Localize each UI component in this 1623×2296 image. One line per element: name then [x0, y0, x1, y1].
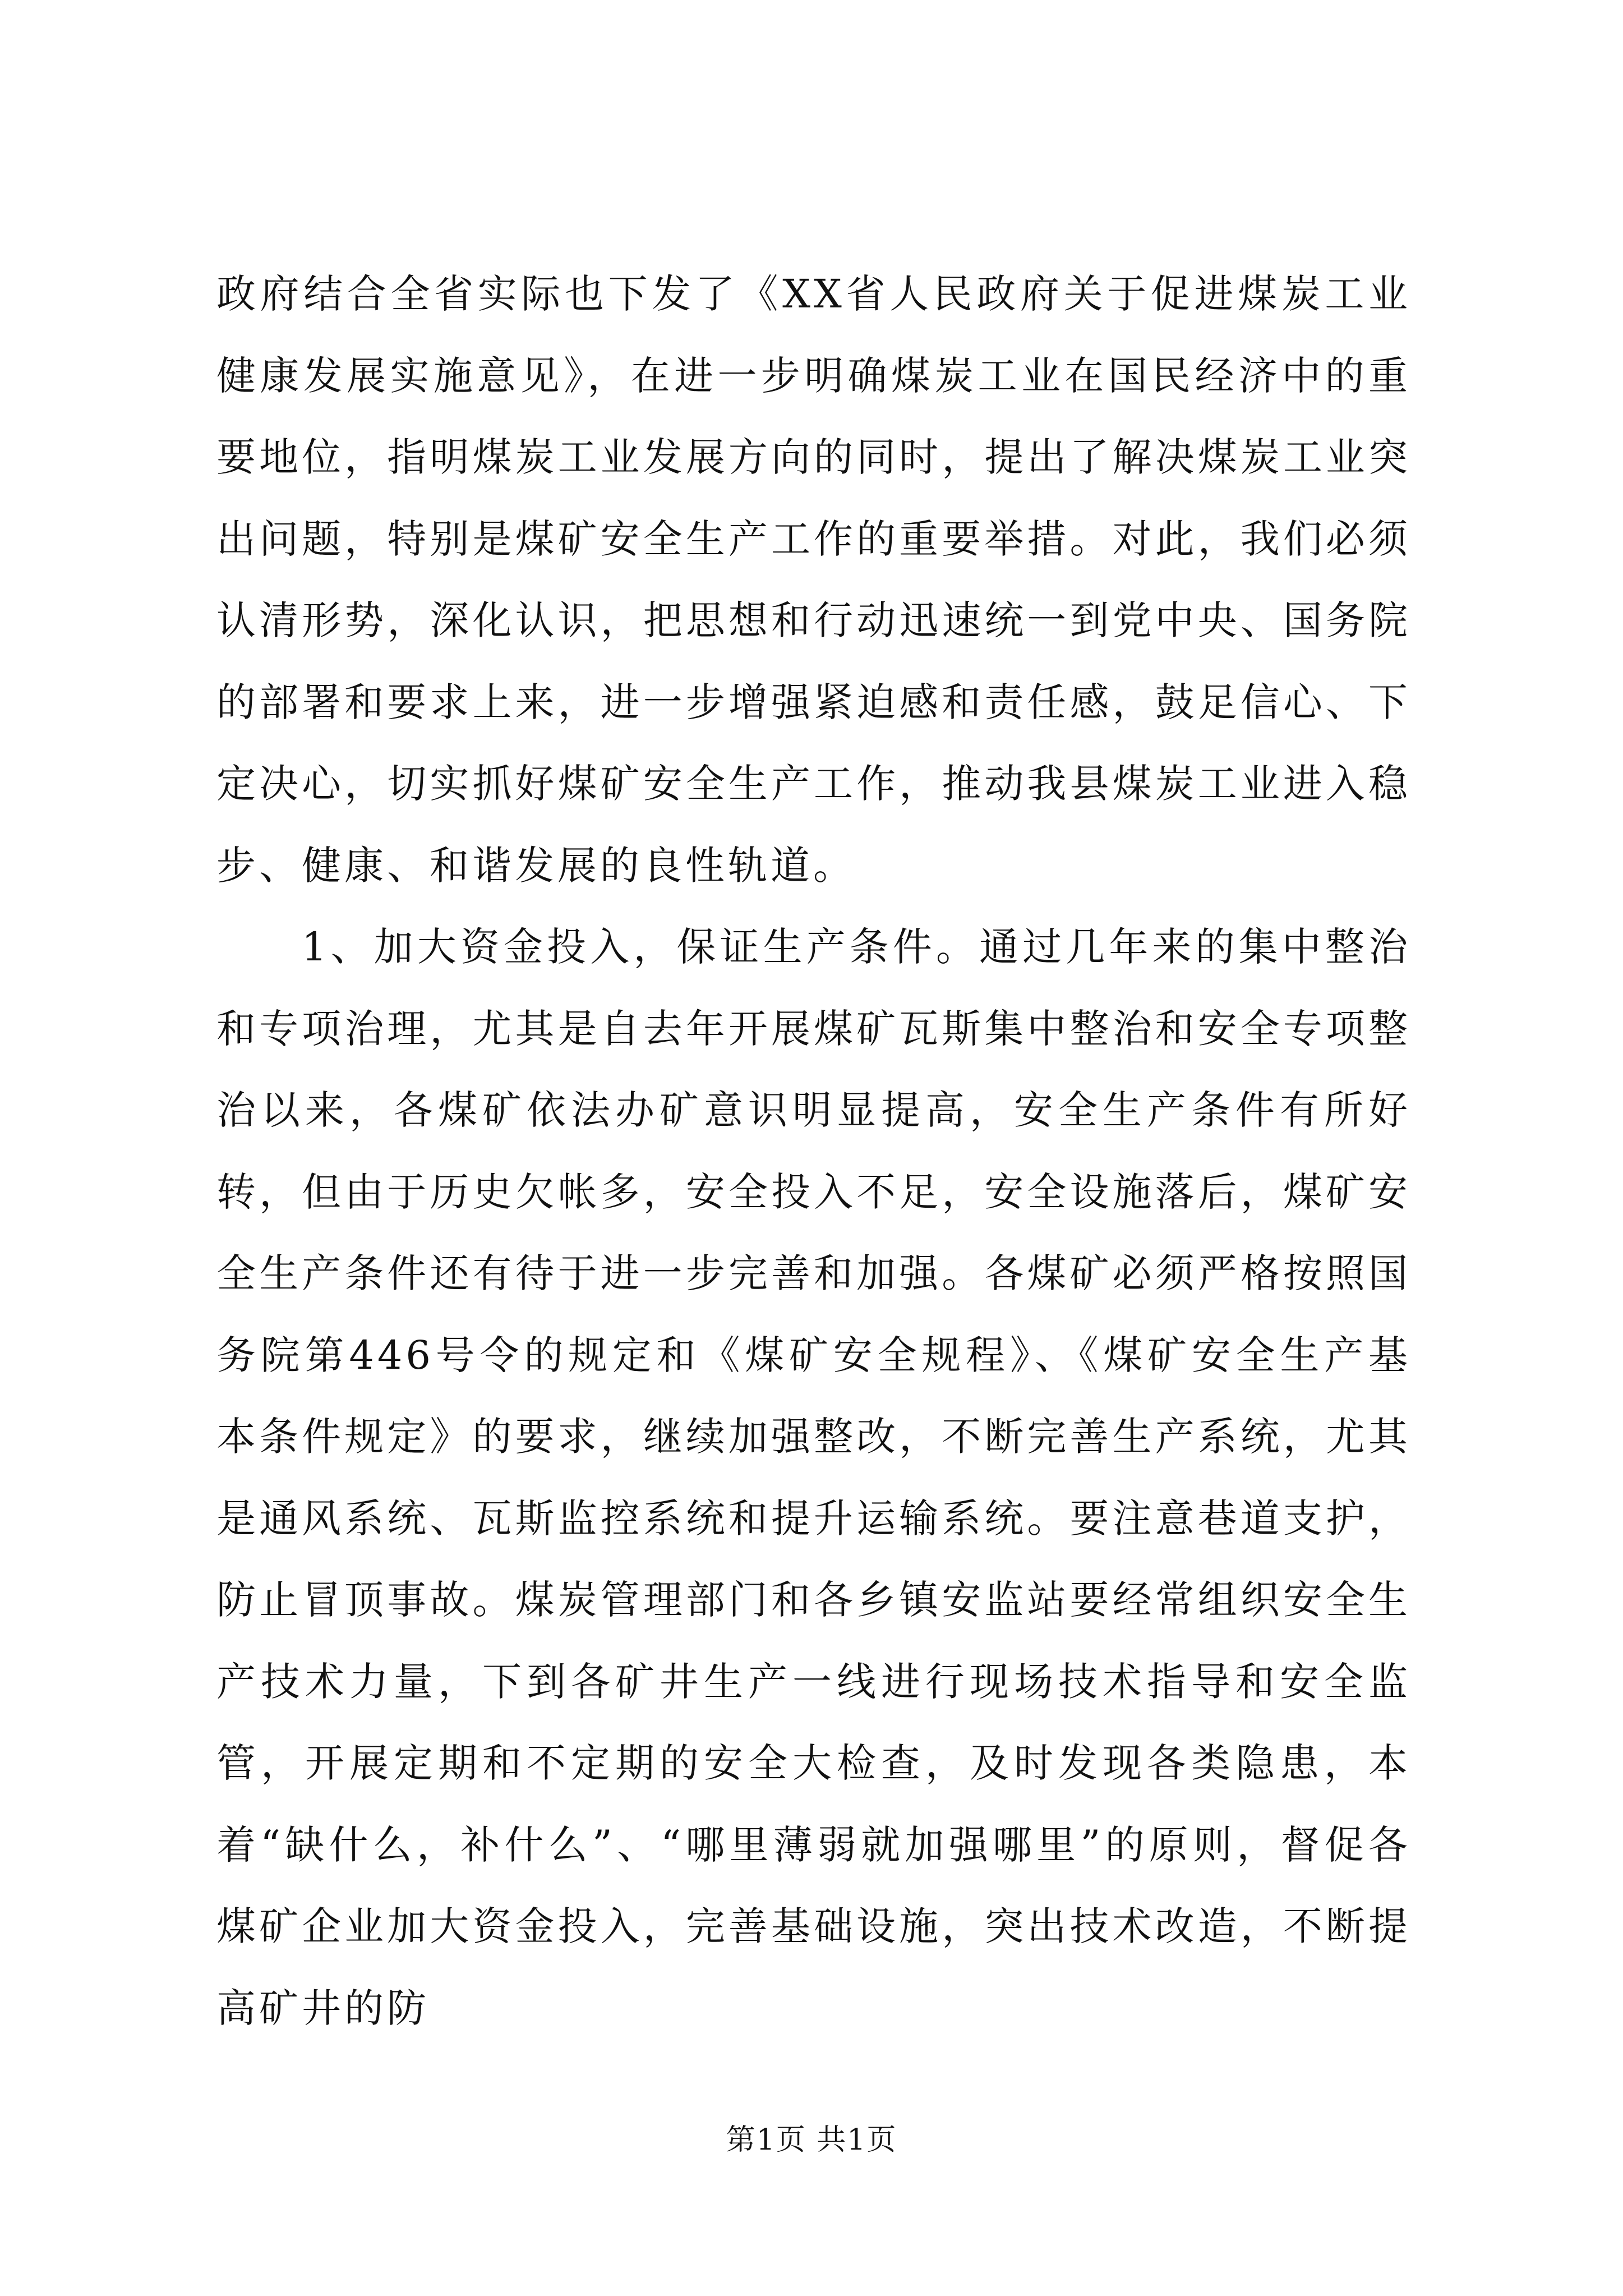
page-footer: 第1页 共1页	[726, 2123, 897, 2157]
paragraph-continuation: 政府结合全省实际也下发了《XX省人民政府关于促进煤炭工业健康发展实施意见》，在进一步明确煤炭工业在国民经济中的重要地位，指明煤炭工业发展方向的同时，提出了解决煤炭工业突出问题，特别是煤矿安全生产工作的重要举措。对此，我们必须认清形势，深化认识，把思想和行动迅速统一到党中央、国务院的部署和要求上来，进一步增强紧迫感和责任感，鼓足信心、下定决心，切实抓好煤矿安全生产工作，推动我县煤炭工业进入稳步、健康、和谐发展的良性轨道。	[216, 271, 1411, 889]
paragraph-funding-investment: 1、加大资金投入，保证生产条件。通过几年来的集中整治和专项治理，尤其是自去年开展煤矿瓦斯集中整治和安全专项整治以来，各煤矿依法办矿意识明显提高，安全生产条件有所好转，但由于历史欠帐多，安全投入不足，安全设施落后，煤矿安全生产条件还有待于进一步完善和加强。各煤矿必须严格按照国务院第446号令的规定和《煤矿安全规程》、《煤矿安全生产基本条件规定》的要求，继续加强整改，不断完善生产系统，尤其是通风系统、瓦斯监控系统和提升运输系统。要注意巷道支护，防止冒顶事故。煤炭管理部门和各乡镇安监站要经常组织安全生产技术力量，下到各矿井生产一线进行现场技术指导和安全监管，开展定期和不定期的安全大检查，及时发现各类隐患，本着“缺什么，补什么”、“哪里薄弱就加强哪里”的原则，督促各煤矿企业加大资金投入，完善基础设施，突出技术改造，不断提高矿井的防	[216, 924, 1411, 2031]
document-body	[216, 254, 1411, 2049]
